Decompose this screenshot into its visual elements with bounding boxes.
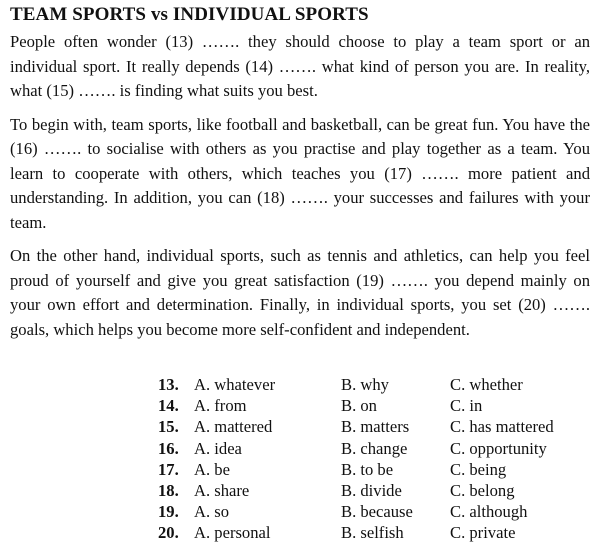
question-row [158, 480, 578, 501]
question-number: 18. [158, 480, 179, 500]
question-row [158, 459, 578, 480]
question-number: 19. [158, 502, 179, 522]
question-number: 16. [158, 438, 179, 458]
paragraph-intro: People often wonder (13) ……. they should choose to play a team sport or an individual sport. It really depends (14) ……. what kind of person you are. In reality, what (15) ……. is finding what suits you best. [10, 32, 590, 100]
question-number: 15. [158, 417, 179, 437]
option-c: C. opportunity [450, 438, 547, 458]
option-c: C. in [450, 396, 483, 416]
question-row [158, 395, 578, 416]
question-number: 20. [158, 523, 179, 543]
option-c: C. has mattered [450, 417, 554, 437]
option-a: A. be [194, 459, 230, 479]
option-a: A. so [194, 502, 230, 522]
option-b: B. to be [341, 459, 394, 479]
question-number: 14. [158, 396, 179, 416]
option-a: A. share [194, 480, 250, 500]
option-a: A. whatever [194, 375, 276, 394]
option-a: A. idea [194, 438, 242, 458]
option-a: A. from [194, 396, 247, 416]
option-b: B. change [341, 438, 408, 458]
paragraph-team-sports: To begin with, team sports, like football and basketball, can be great fun. You have the (16) ……. to socialise with others as you practise and play together as a team. You learn to cooperate with others, which teaches you (17) ……. more patient and understanding. In addition, you can (18) ……. your successes and failures with your team. [10, 114, 590, 232]
option-c: C. although [450, 502, 528, 522]
option-b: B. matters [341, 417, 410, 437]
option-a: A. personal [194, 523, 271, 543]
option-a: A. mattered [194, 417, 273, 437]
question-number: 17. [158, 459, 179, 479]
question-row [158, 501, 578, 522]
answer-options-table [158, 374, 578, 544]
option-c: C. private [450, 523, 516, 543]
option-c: C. being [450, 459, 507, 479]
option-c: C. whether [450, 375, 523, 394]
question-row [158, 522, 578, 543]
option-b: B. because [341, 502, 413, 522]
paragraph-individual-sports: On the other hand, individual sports, such as tennis and athletics, can help you feel proud of yourself and give you great satisfaction (19) ……. you depend mainly on your own effort and determination. Finally, in individual sports, you set (20) ……. goals, which helps you become more self-confident and independent. [10, 246, 590, 339]
question-row [158, 438, 578, 459]
option-b: B. selfish [341, 523, 404, 543]
option-b: B. why [341, 375, 389, 394]
question-row [158, 416, 578, 437]
option-b: B. divide [341, 480, 402, 500]
option-b: B. on [341, 396, 377, 416]
option-c: C. belong [450, 480, 515, 500]
worksheet-title: TEAM SPORTS vs INDIVIDUAL SPORTS [10, 4, 369, 25]
question-row [158, 374, 578, 395]
question-number: 13. [158, 375, 179, 394]
